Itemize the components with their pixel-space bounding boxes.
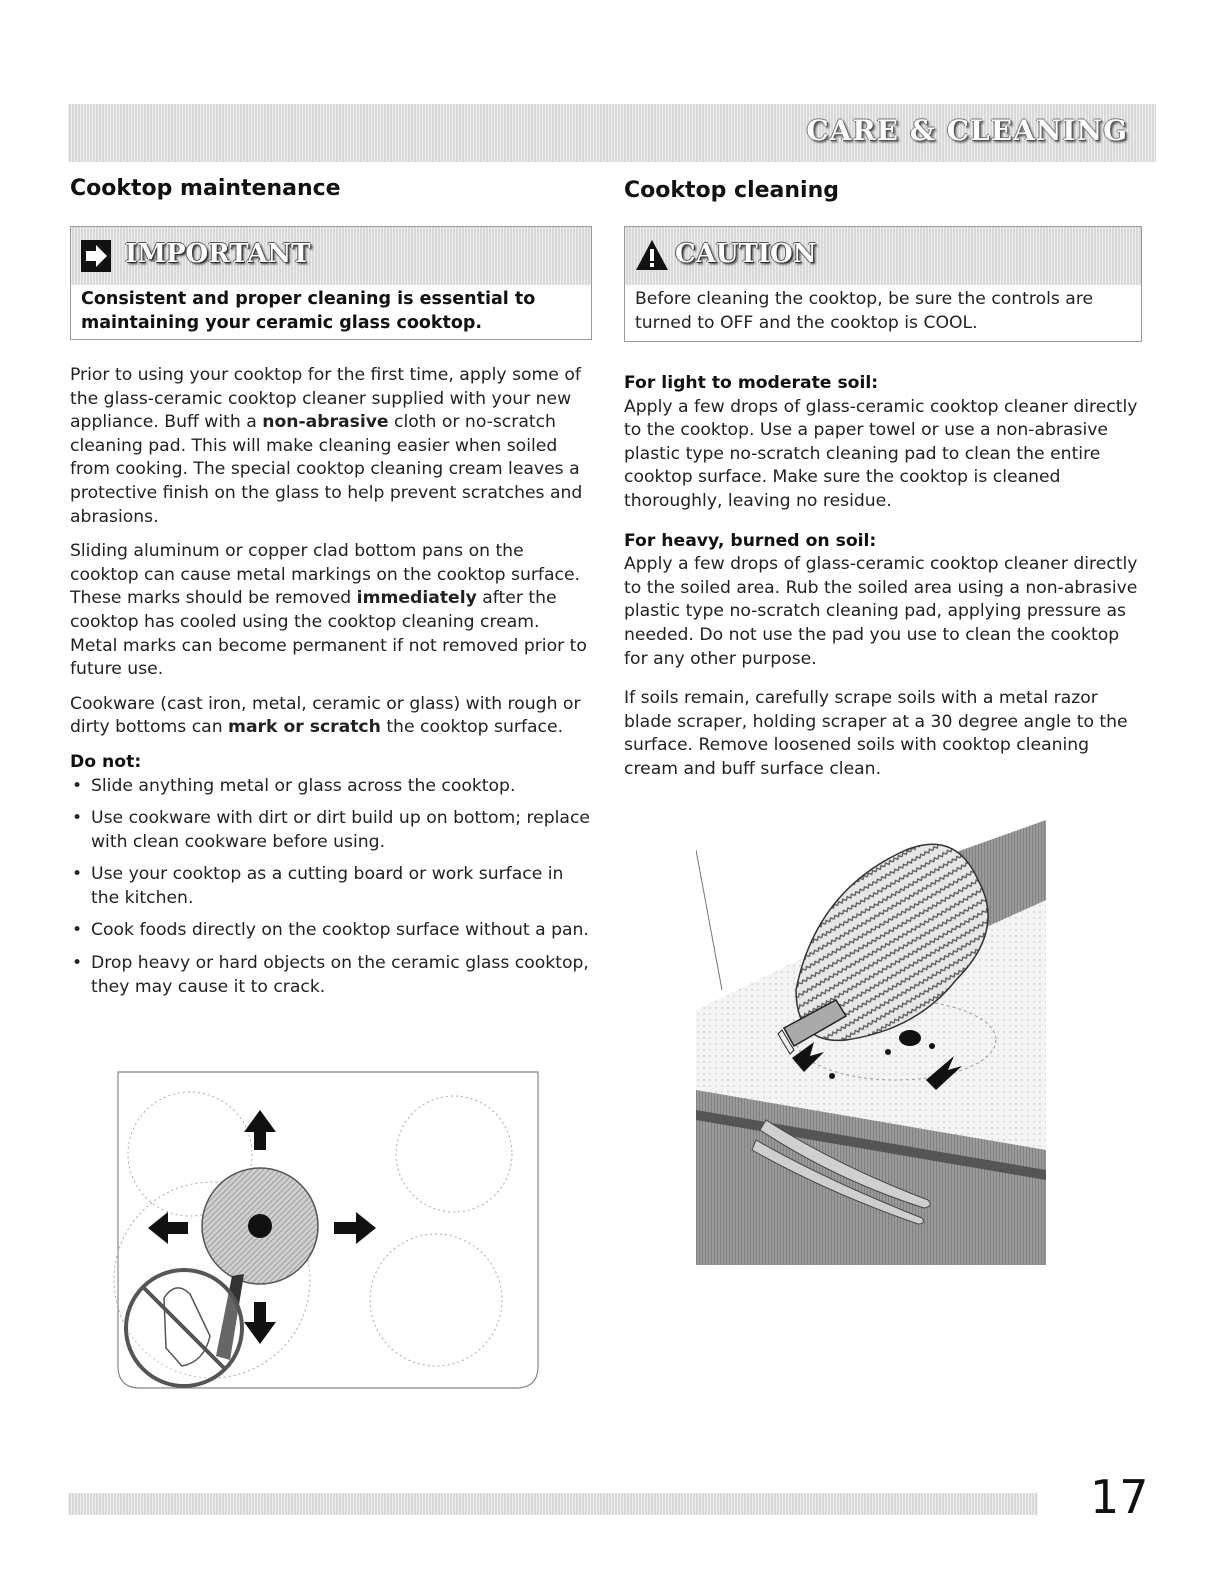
warning-triangle-icon — [635, 239, 669, 271]
emphasis: mark or scratch — [228, 717, 381, 738]
cleaning-body — [624, 372, 1144, 793]
scraper-illustration — [696, 820, 1046, 1265]
list-item: • Drop heavy or hard objects on the ceramic glass cooktop, they may cause it to crack. — [70, 952, 590, 999]
caution-text: Before cleaning the cooktop, be sure the controls are turned to OFF and the cooktop is COOL. — [635, 289, 1094, 333]
emphasis: immediately — [356, 588, 477, 609]
list-item: • Use cookware with dirt or dirt build up on bottom; replace with clean cookware before using. — [70, 807, 590, 854]
light-soil-heading: For light to moderate soil: — [624, 373, 879, 393]
text-span: cloth or no-scratch cleaning pad. This will make cleaning easier when soiled from cooking. The special cooktop cleaning cream leaves a protective finish on the glass to help prevent scratches and abrasions. — [70, 412, 583, 527]
arrow-icon — [81, 240, 111, 272]
maintenance-para-1 — [70, 364, 590, 529]
cleaning-title: Cooktop cleaning — [624, 178, 840, 203]
list-item: • Cook foods directly on the cooktop surface without a pan. — [70, 919, 590, 943]
do-not-heading: Do not: — [70, 751, 142, 772]
footer-band — [68, 1493, 1038, 1515]
caution-label: CAUTION — [675, 239, 817, 269]
heavy-soil-heading: For heavy, burned on soil: — [624, 530, 877, 551]
do-not-list — [70, 775, 590, 1000]
emphasis: non-abrasive — [262, 412, 389, 433]
page-number: 17 — [1090, 1470, 1149, 1524]
list-item: • Slide anything metal or glass across the cooktop. — [70, 775, 590, 799]
list-item: • Use your cooktop as a cutting board or work surface in the kitchen. — [70, 863, 590, 910]
important-text: Consistent and proper cleaning is essential to maintaining your ceramic glass cooktop. — [81, 289, 536, 333]
important-bar — [71, 227, 591, 285]
text-span: Prior to using your cooktop for the first time, apply some of the glass-ceramic cooktop cleaner supplied with your new appliance. Buff with a — [70, 365, 581, 433]
maintenance-title: Cooktop maintenance — [70, 176, 341, 201]
header-band — [68, 104, 1156, 162]
maintenance-para-3 — [70, 693, 590, 740]
maintenance-body — [70, 364, 590, 1008]
caution-notice — [624, 226, 1142, 342]
light-soil-text: Apply a few drops of glass-ceramic cooktop cleaner directly to the cooktop. Use a paper towel or use a non-abrasive plastic type no-scratch cleaning pad to clean the entire cooktop surface. Make sure the cooktop is cleaned thoroughly, leaving no residue. — [624, 396, 1138, 511]
text-span: Sliding aluminum or copper clad bottom pans on the cooktop can cause metal markings on the cooktop surface. These marks should be removed — [70, 541, 580, 609]
important-notice — [70, 226, 592, 340]
maintenance-para-2 — [70, 540, 590, 682]
cooktop-slide-illustration — [112, 1066, 544, 1394]
remain-soil-text: If soils remain, carefully scrape soils with a metal razor blade scraper, holding scraper at a 30 degree angle to the surface. Remove loosened soils with cooktop cleaning cream and buff surface clean. — [624, 688, 1128, 779]
text-span: the cooktop surface. — [380, 717, 564, 738]
section-header-title: CARE & CLEANING — [806, 114, 1128, 147]
caution-bar — [625, 227, 1141, 285]
heavy-soil-text: Apply a few drops of glass-ceramic cooktop cleaner directly to the soiled area. Rub the soiled area using a non-abrasive plastic type no-scratch cleaning pad, applying pressure as needed. Do not use the pad you use to clean the cooktop for any other purpose. — [624, 554, 1138, 669]
important-label: IMPORTANT — [125, 239, 311, 269]
text-span: after the cooktop has cooled using the cooktop cleaning cream. Metal marks can become permanent if not removed prior to future use. — [70, 588, 587, 680]
text-span: Cookware (cast iron, metal, ceramic or glass) with rough or dirty bottoms can — [70, 693, 581, 738]
